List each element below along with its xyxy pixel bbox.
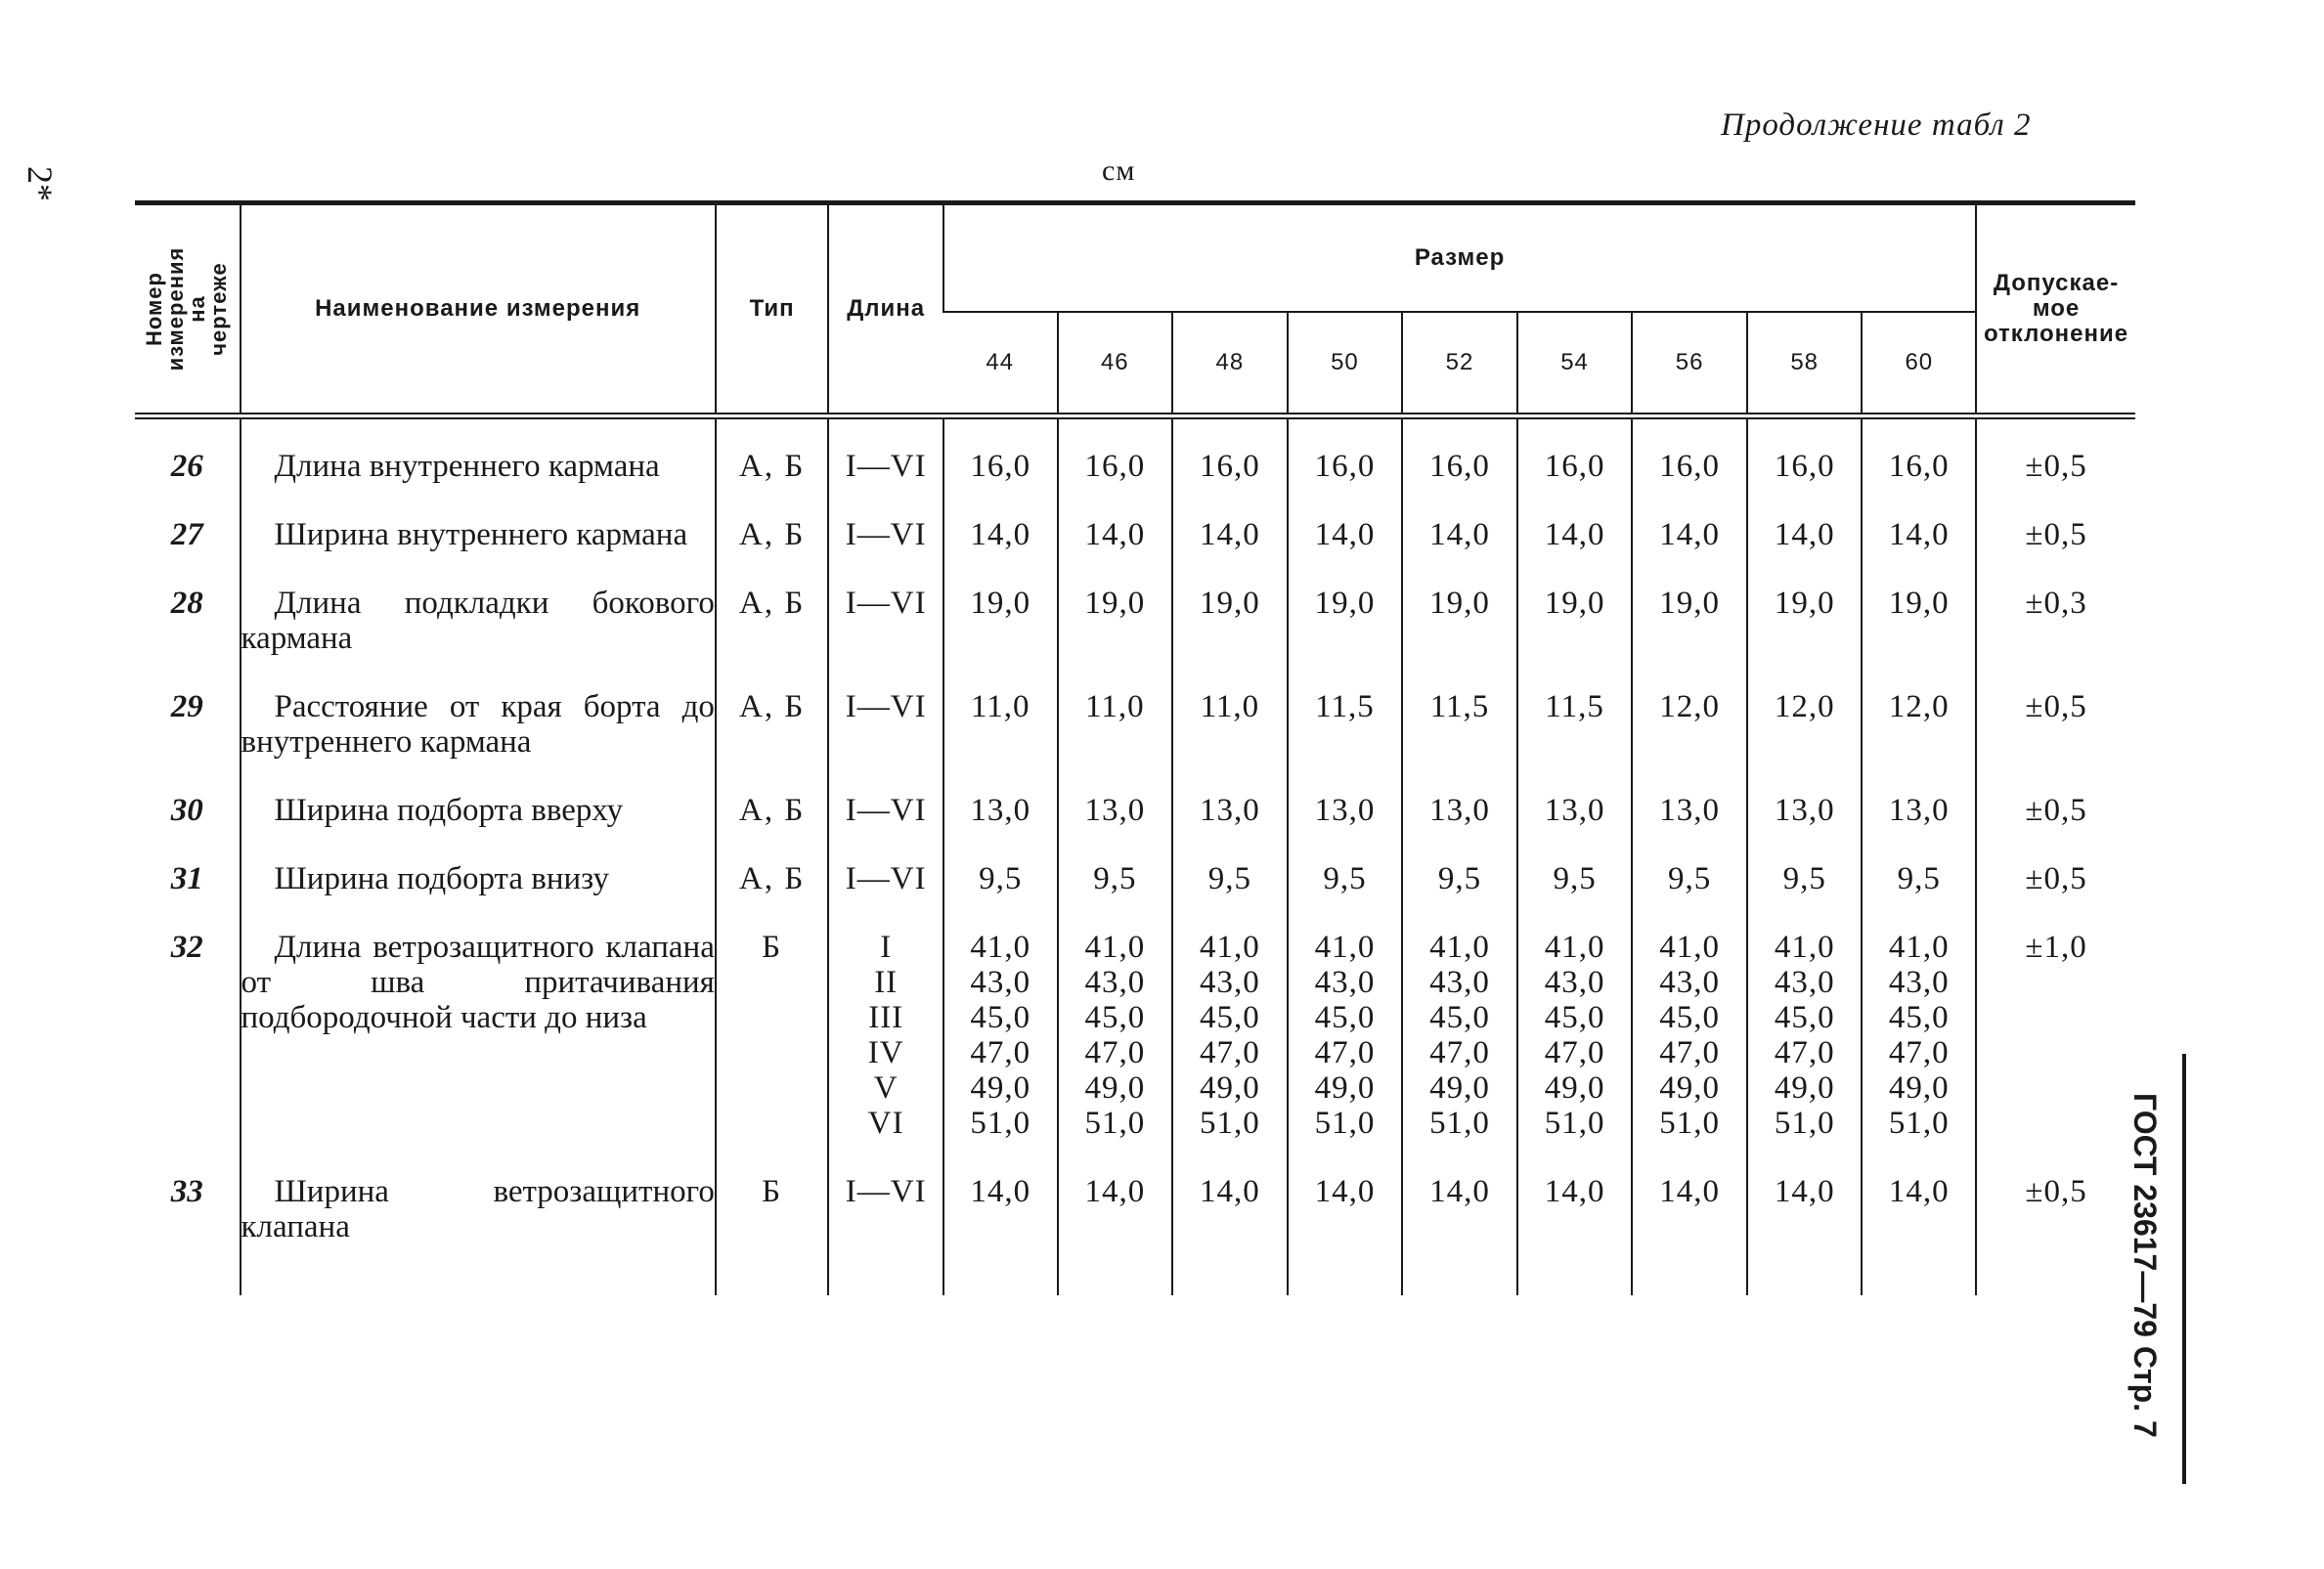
value: 43,0	[1429, 965, 1490, 1000]
value-cell-size-44	[943, 842, 1058, 910]
measurement-name	[241, 910, 716, 1155]
value-cell-size-56	[1632, 670, 1747, 773]
measurement-name-text: Длина подкладки бокового кармана	[241, 586, 715, 656]
value: 19,0	[1659, 586, 1720, 621]
value: 9,5	[1437, 861, 1482, 896]
value: 41,0	[1774, 930, 1835, 965]
value: 51,0	[1888, 1106, 1950, 1141]
measurement-name-text: Ширина внутреннего кармана	[274, 517, 688, 552]
row-number: 32	[170, 930, 203, 965]
value-cell-size-56	[1632, 416, 1747, 499]
row-number: 26	[170, 449, 203, 484]
size-header-50: 50	[1288, 312, 1403, 416]
deviation-cell: ±0,5	[1976, 416, 2135, 499]
value: 45,0	[1888, 1000, 1950, 1035]
value-cell-size-60	[1862, 670, 1976, 773]
value-cell-size-52	[1402, 566, 1517, 670]
value: 14,0	[1544, 1174, 1605, 1209]
length-value: V	[873, 1070, 899, 1106]
value: 11,5	[1545, 689, 1604, 724]
value: 11,0	[970, 689, 1030, 724]
value: 14,0	[1200, 517, 1260, 552]
value: 19,0	[1429, 586, 1490, 621]
row-number: 31	[170, 861, 203, 896]
value: 45,0	[970, 1000, 1031, 1035]
value: 14,0	[970, 1174, 1031, 1209]
measurement-name	[241, 842, 716, 910]
measurement-name	[241, 566, 716, 670]
value-cell-size-44	[943, 566, 1058, 670]
value-cell-size-58	[1747, 498, 1863, 566]
value-cell-size-60	[1862, 773, 1976, 842]
value: 9,5	[1323, 861, 1367, 896]
length-value: VI	[867, 1106, 904, 1141]
length-value: I—VI	[845, 586, 927, 621]
value-cell-size-48	[1172, 498, 1288, 566]
value: 16,0	[1774, 449, 1835, 484]
value: 11,0	[1200, 689, 1260, 724]
value: 51,0	[1774, 1106, 1835, 1141]
value-cell-size-46	[1058, 498, 1173, 566]
length-value: I—VI	[845, 1174, 927, 1209]
value: 12,0	[1659, 689, 1720, 724]
value: 14,0	[1429, 1174, 1490, 1209]
header-length: Длина	[828, 203, 943, 416]
table-caption: Продолжение табл 2	[1721, 108, 2032, 143]
value-cell-size-52	[1402, 498, 1517, 566]
value-cell-size-50	[1288, 498, 1403, 566]
value: 47,0	[1659, 1035, 1720, 1070]
measurement-name	[241, 670, 716, 773]
value: 51,0	[1314, 1106, 1376, 1141]
value: 9,5	[979, 861, 1023, 896]
value: 9,5	[1553, 861, 1597, 896]
size-header-58: 58	[1747, 312, 1863, 416]
value: 45,0	[1314, 1000, 1376, 1035]
row-number: 27	[170, 517, 203, 552]
value-cell-size-50	[1288, 910, 1403, 1155]
value-cell-size-48	[1172, 566, 1288, 670]
value-cell-size-56	[1632, 773, 1747, 842]
value-cell-size-54	[1517, 910, 1633, 1155]
value: 13,0	[1659, 793, 1720, 828]
value: 45,0	[1084, 1000, 1146, 1035]
measurement-name-text: Ширина подборта внизу	[274, 861, 610, 896]
value: 47,0	[1200, 1035, 1260, 1070]
value: 9,5	[1093, 861, 1137, 896]
length-cell	[828, 773, 943, 842]
value: 14,0	[1544, 517, 1605, 552]
length-value: I	[880, 930, 893, 965]
length-cell	[828, 498, 943, 566]
value: 51,0	[1659, 1106, 1720, 1141]
value-cell-size-44	[943, 670, 1058, 773]
value-cell-size-50	[1288, 670, 1403, 773]
value: 11,0	[1085, 689, 1145, 724]
value: 14,0	[1888, 1174, 1950, 1209]
header-size-group: Размер	[943, 203, 1976, 313]
value: 14,0	[1429, 517, 1490, 552]
measurement-name	[241, 1155, 716, 1295]
measurement-name	[241, 416, 716, 499]
type-cell: А, Б	[716, 498, 829, 566]
deviation-cell: ±1,0	[1976, 910, 2135, 1155]
value: 16,0	[1314, 449, 1376, 484]
value-cell-size-44	[943, 773, 1058, 842]
value: 9,5	[1207, 861, 1251, 896]
value: 41,0	[1084, 930, 1146, 965]
table-row	[135, 566, 2135, 670]
value: 16,0	[1544, 449, 1605, 484]
measurement-name	[241, 773, 716, 842]
length-value: I—VI	[845, 449, 927, 484]
value: 47,0	[1084, 1035, 1146, 1070]
value: 16,0	[1888, 449, 1950, 484]
value: 19,0	[1314, 586, 1376, 621]
value: 13,0	[1774, 793, 1835, 828]
table-row	[135, 1155, 2135, 1295]
size-header-60: 60	[1862, 312, 1976, 416]
value-cell-size-54	[1517, 670, 1633, 773]
value-cell-size-46	[1058, 566, 1173, 670]
value-cell-size-58	[1747, 910, 1863, 1155]
value-cell-size-52	[1402, 670, 1517, 773]
value: 41,0	[1544, 930, 1605, 965]
value-cell-size-48	[1172, 1155, 1288, 1295]
value: 47,0	[1888, 1035, 1950, 1070]
type-cell: Б	[716, 910, 829, 1155]
header-number: Номер измерения на чертеже	[135, 203, 241, 416]
value-cell-size-44	[943, 910, 1058, 1155]
value: 14,0	[1314, 1174, 1376, 1209]
size-header-54: 54	[1517, 312, 1633, 416]
value-cell-size-50	[1288, 842, 1403, 910]
value-cell-size-52	[1402, 842, 1517, 910]
value-cell-size-60	[1862, 1155, 1976, 1295]
value-cell-size-50	[1288, 566, 1403, 670]
length-cell	[828, 842, 943, 910]
value: 12,0	[1774, 689, 1835, 724]
value: 49,0	[1429, 1070, 1490, 1106]
value: 16,0	[1659, 449, 1720, 484]
value: 14,0	[1774, 517, 1835, 552]
table-row	[135, 670, 2135, 773]
deviation-cell: ±0,3	[1976, 566, 2135, 670]
row-number: 29	[170, 689, 203, 724]
deviation-cell: ±0,5	[1976, 1155, 2135, 1295]
length-value: III	[868, 1000, 904, 1035]
measurements-table	[135, 200, 2135, 1295]
value: 49,0	[1200, 1070, 1260, 1106]
value: 45,0	[1429, 1000, 1490, 1035]
margin-mark: 2*	[21, 166, 60, 201]
value: 47,0	[1774, 1035, 1835, 1070]
value: 47,0	[1314, 1035, 1376, 1070]
value-cell-size-58	[1747, 842, 1863, 910]
value-cell-size-46	[1058, 670, 1173, 773]
value: 49,0	[1774, 1070, 1835, 1106]
value-cell-size-46	[1058, 910, 1173, 1155]
value: 43,0	[1314, 965, 1376, 1000]
type-cell: А, Б	[716, 773, 829, 842]
measurement-name-text: Длина ветрозащитного клапана от шва притачивания подбородочной части до низа	[241, 930, 715, 1035]
unit-label: см	[1102, 154, 1136, 187]
value: 19,0	[1200, 586, 1260, 621]
value-cell-size-60	[1862, 910, 1976, 1155]
value: 41,0	[970, 930, 1031, 965]
value: 14,0	[1084, 517, 1146, 552]
measurement-name-text: Расстояние от края борта до внутреннего кармана	[241, 689, 715, 760]
value: 43,0	[1200, 965, 1260, 1000]
value-cell-size-60	[1862, 566, 1976, 670]
length-cell	[828, 910, 943, 1155]
length-cell	[828, 566, 943, 670]
value: 51,0	[1084, 1106, 1146, 1141]
length-value: I—VI	[845, 689, 927, 724]
value-cell-size-56	[1632, 566, 1747, 670]
row-number: 30	[170, 793, 203, 828]
type-cell: А, Б	[716, 566, 829, 670]
size-header-56: 56	[1632, 312, 1747, 416]
length-value: I—VI	[845, 517, 927, 552]
value-cell-size-50	[1288, 773, 1403, 842]
value: 41,0	[1200, 930, 1260, 965]
deviation-cell: ±0,5	[1976, 498, 2135, 566]
value: 13,0	[1544, 793, 1605, 828]
value-cell-size-58	[1747, 566, 1863, 670]
value: 13,0	[1314, 793, 1376, 828]
value: 51,0	[1544, 1106, 1605, 1141]
value-cell-size-48	[1172, 773, 1288, 842]
value-cell-size-58	[1747, 773, 1863, 842]
value: 49,0	[1084, 1070, 1146, 1106]
length-value: I—VI	[845, 793, 927, 828]
deviation-cell: ±0,5	[1976, 670, 2135, 773]
value: 14,0	[1200, 1174, 1260, 1209]
value: 14,0	[1774, 1174, 1835, 1209]
value: 19,0	[1084, 586, 1146, 621]
value: 45,0	[1659, 1000, 1720, 1035]
value: 47,0	[1544, 1035, 1605, 1070]
value: 49,0	[1314, 1070, 1376, 1106]
value-cell-size-54	[1517, 416, 1633, 499]
value: 9,5	[1668, 861, 1712, 896]
value: 19,0	[1888, 586, 1950, 621]
value-cell-size-46	[1058, 416, 1173, 499]
value-cell-size-44	[943, 1155, 1058, 1295]
value: 49,0	[1544, 1070, 1605, 1106]
value-cell-size-60	[1862, 498, 1976, 566]
length-value: II	[874, 965, 899, 1000]
value-cell-size-52	[1402, 910, 1517, 1155]
table-row	[135, 498, 2135, 566]
value-cell-size-54	[1517, 498, 1633, 566]
table-header	[135, 203, 2135, 416]
value-cell-size-60	[1862, 416, 1976, 499]
value: 43,0	[1659, 965, 1720, 1000]
deviation-cell: ±0,5	[1976, 842, 2135, 910]
value: 19,0	[1544, 586, 1605, 621]
value-cell-size-56	[1632, 842, 1747, 910]
value-cell-size-56	[1632, 1155, 1747, 1295]
value: 43,0	[1544, 965, 1605, 1000]
value: 45,0	[1544, 1000, 1605, 1035]
table-body	[135, 416, 2135, 1296]
value: 47,0	[970, 1035, 1031, 1070]
value: 14,0	[1888, 517, 1950, 552]
value-cell-size-56	[1632, 910, 1747, 1155]
value: 43,0	[1084, 965, 1146, 1000]
row-number: 33	[170, 1174, 203, 1209]
value: 13,0	[970, 793, 1031, 828]
measurement-name-text: Ширина ветрозащитного клапана	[241, 1174, 715, 1244]
value: 47,0	[1429, 1035, 1490, 1070]
measurement-name	[241, 498, 716, 566]
value: 9,5	[1782, 861, 1826, 896]
value-cell-size-52	[1402, 1155, 1517, 1295]
value: 41,0	[1659, 930, 1720, 965]
length-cell	[828, 416, 943, 499]
value-cell-size-44	[943, 498, 1058, 566]
header-deviation: Допускае- мое отклонение	[1976, 203, 2135, 416]
value: 51,0	[1200, 1106, 1260, 1141]
value: 49,0	[970, 1070, 1031, 1106]
value: 14,0	[1659, 1174, 1720, 1209]
value-cell-size-46	[1058, 842, 1173, 910]
side-rule	[2182, 1054, 2186, 1484]
type-cell: А, Б	[716, 842, 829, 910]
value-cell-size-46	[1058, 1155, 1173, 1295]
value: 43,0	[970, 965, 1031, 1000]
value-cell-size-48	[1172, 910, 1288, 1155]
value: 43,0	[1774, 965, 1835, 1000]
value-cell-size-54	[1517, 1155, 1633, 1295]
value-cell-size-50	[1288, 416, 1403, 499]
value: 13,0	[1429, 793, 1490, 828]
value-cell-size-58	[1747, 670, 1863, 773]
value-cell-size-54	[1517, 773, 1633, 842]
value: 14,0	[1314, 517, 1376, 552]
value: 12,0	[1888, 689, 1950, 724]
value-cell-size-54	[1517, 566, 1633, 670]
table-row	[135, 910, 2135, 1155]
length-cell	[828, 670, 943, 773]
value: 16,0	[1429, 449, 1490, 484]
value: 49,0	[1659, 1070, 1720, 1106]
table-row	[135, 416, 2135, 499]
value-cell-size-58	[1747, 416, 1863, 499]
size-header-44: 44	[943, 312, 1058, 416]
value: 11,5	[1315, 689, 1375, 724]
header-type: Тип	[716, 203, 829, 416]
deviation-cell: ±0,5	[1976, 773, 2135, 842]
value-cell-size-56	[1632, 498, 1747, 566]
value: 45,0	[1774, 1000, 1835, 1035]
value-cell-size-50	[1288, 1155, 1403, 1295]
value-cell-size-48	[1172, 416, 1288, 499]
value: 19,0	[1774, 586, 1835, 621]
size-header-46: 46	[1058, 312, 1173, 416]
value-cell-size-44	[943, 416, 1058, 499]
value-cell-size-48	[1172, 670, 1288, 773]
value: 19,0	[970, 586, 1031, 621]
size-header-48: 48	[1172, 312, 1288, 416]
value: 9,5	[1897, 861, 1941, 896]
value-cell-size-52	[1402, 773, 1517, 842]
value: 45,0	[1200, 1000, 1260, 1035]
value: 16,0	[970, 449, 1031, 484]
row-number: 28	[170, 586, 203, 621]
value: 14,0	[1084, 1174, 1146, 1209]
size-header-52: 52	[1402, 312, 1517, 416]
value: 13,0	[1888, 793, 1950, 828]
value-cell-size-48	[1172, 842, 1288, 910]
value: 13,0	[1200, 793, 1260, 828]
value-cell-size-60	[1862, 842, 1976, 910]
value: 14,0	[1659, 517, 1720, 552]
measurement-name-text: Длина внутреннего кармана	[274, 449, 660, 484]
type-cell: Б	[716, 1155, 829, 1295]
side-label: ГОСТ 23617—79 Стр. 7	[2127, 1093, 2163, 1438]
table-row	[135, 773, 2135, 842]
measurement-name-text: Ширина подборта вверху	[274, 793, 624, 828]
value-cell-size-52	[1402, 416, 1517, 499]
header-name: Наименование измерения	[241, 203, 716, 416]
value: 16,0	[1200, 449, 1260, 484]
value: 16,0	[1084, 449, 1146, 484]
value: 14,0	[970, 517, 1031, 552]
type-cell: А, Б	[716, 670, 829, 773]
value: 51,0	[1429, 1106, 1490, 1141]
value: 41,0	[1314, 930, 1376, 965]
value: 11,5	[1429, 689, 1490, 724]
table-row	[135, 842, 2135, 910]
value: 13,0	[1084, 793, 1146, 828]
value: 41,0	[1888, 930, 1950, 965]
value: 51,0	[970, 1106, 1031, 1141]
length-value: I—VI	[845, 861, 927, 896]
value-cell-size-46	[1058, 773, 1173, 842]
value-cell-size-54	[1517, 842, 1633, 910]
value: 43,0	[1888, 965, 1950, 1000]
value-cell-size-58	[1747, 1155, 1863, 1295]
length-value: IV	[867, 1035, 904, 1070]
value: 41,0	[1429, 930, 1490, 965]
length-cell	[828, 1155, 943, 1295]
value: 49,0	[1888, 1070, 1950, 1106]
type-cell: А, Б	[716, 416, 829, 499]
